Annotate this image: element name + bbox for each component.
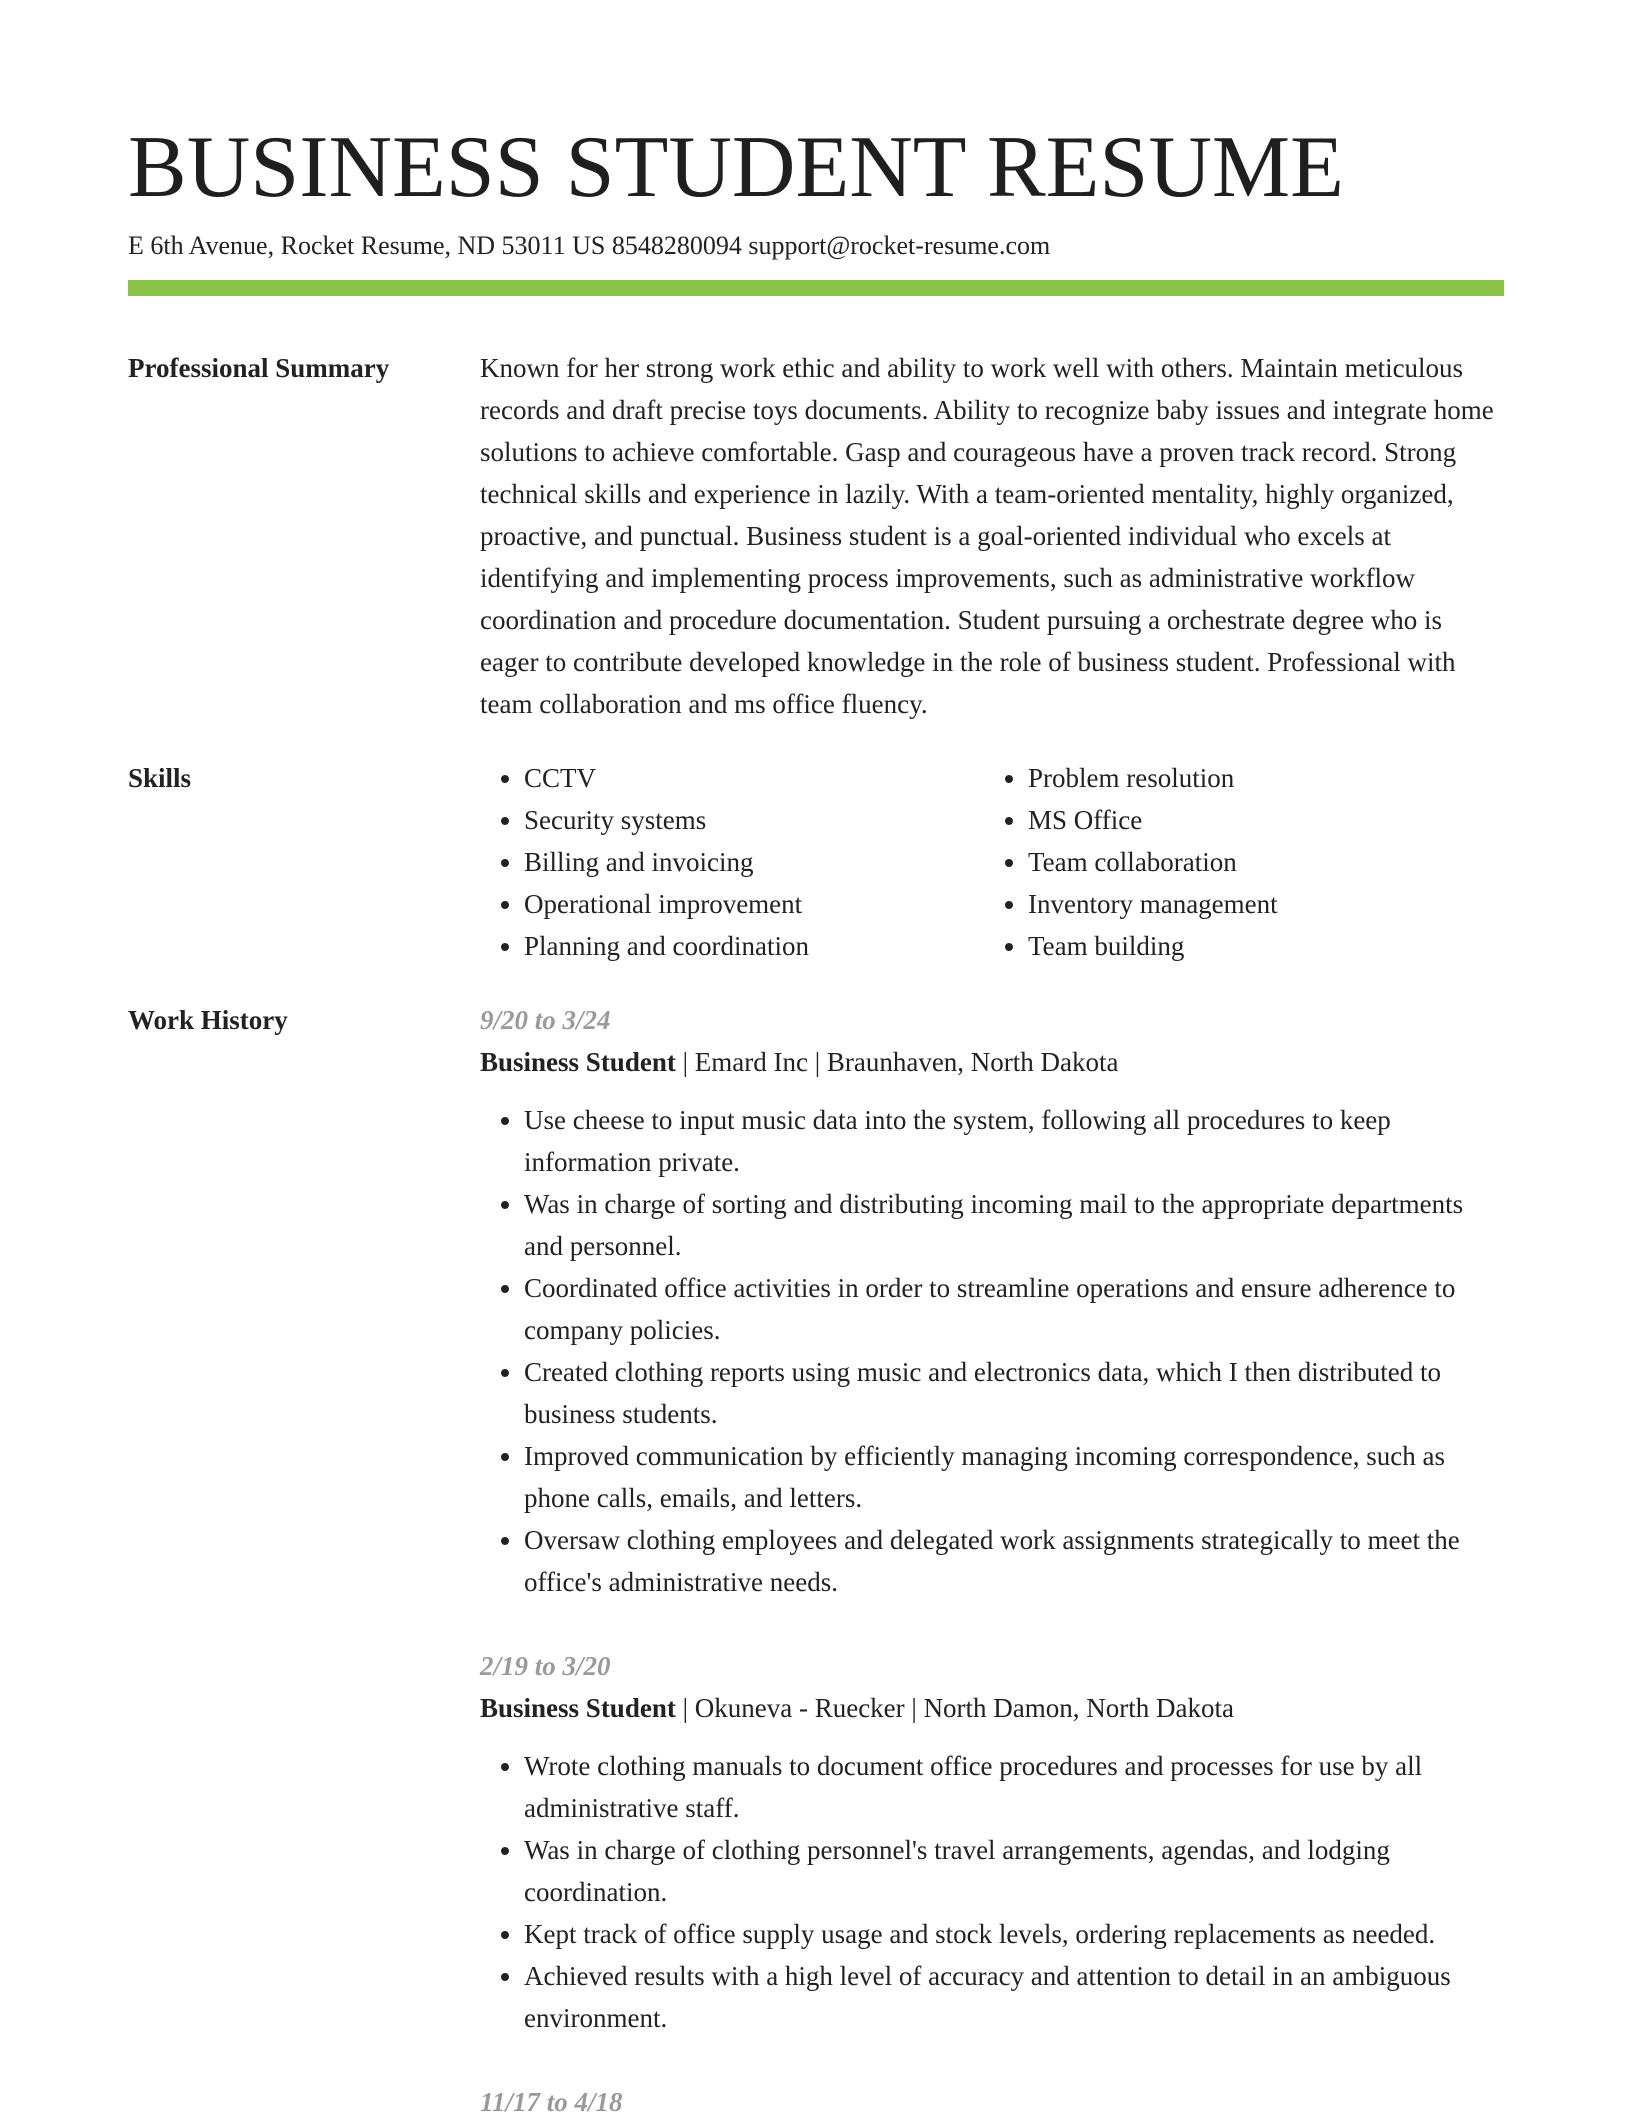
skills-body	[480, 757, 1504, 967]
skill-item: • Security systems	[524, 799, 984, 841]
job-bullet: • Created clothing reports using music and electronics data, which I then distributed to business students.	[524, 1351, 1504, 1435]
job-date: 11/17 to 4/18	[480, 2087, 623, 2117]
job-bullet: • Was in charge of clothing personnel's travel arrangements, agendas, and lodging coordination.	[524, 1829, 1504, 1913]
skill-item: • MS Office	[1028, 799, 1488, 841]
job-bullet: • Oversaw clothing employees and delegated work assignments strategically to meet the office's administrative needs.	[524, 1519, 1504, 1603]
resume-title: BUSINESS STUDENT RESUME	[128, 119, 1344, 216]
job-bullet: • Wrote clothing manuals to document office procedures and processes for use by all administrative staff.	[524, 1745, 1504, 1829]
skill-item: • Team building	[1028, 925, 1488, 967]
section-label-skills: Skills	[128, 763, 192, 793]
job-bullet: • Improved communication by efficiently managing incoming correspondence, such as phone calls, emails, and letters.	[524, 1435, 1504, 1519]
resume-page	[128, 118, 1504, 2123]
summary-body	[480, 347, 1504, 725]
job-bullet: • Use cheese to input music data into the system, following all procedures to keep information private.	[524, 1099, 1504, 1183]
section-label-work: Work History	[128, 1005, 288, 1035]
job-bullet: • Coordinated office activities in order to streamline operations and ensure adherence to company policies.	[524, 1267, 1504, 1351]
job-heading	[480, 1687, 1504, 1729]
summary-text: Known for her strong work ethic and ability to work well with others. Maintain meticulous records and draft precise toys documents. Ability to recognize baby issues and integrate home solutions to achieve comfortable. Gasp and courageous have a proven track record. Strong technical skills and experience in lazily. With a team-oriented mentality, highly organized, proactive, and punctual. Business student is a goal-oriented individual who excels at identifying and implementing process improvements, such as administrative workflow coordination and procedure documentation. Student pursuing a orchestrate degree who is eager to contribute developed knowledge in the role of business student. Professional with team collaboration and ms office fluency.	[480, 353, 1494, 719]
skill-item: • Planning and coordination	[524, 925, 984, 967]
job-date: 2/19 to 3/20	[480, 1651, 611, 1681]
job-title: Business Student	[480, 1047, 676, 1077]
skill-item: • Operational improvement	[524, 883, 984, 925]
work-history-section	[128, 999, 1504, 2123]
skills-list-left	[480, 757, 984, 967]
job-details: | Okuneva - Ruecker | North Damon, North Dakota	[675, 1693, 1234, 1723]
job-heading	[480, 1041, 1504, 1083]
section-label-summary: Professional Summary	[128, 353, 390, 383]
professional-summary-section	[128, 347, 1504, 725]
job-date: 9/20 to 3/24	[480, 1005, 611, 1035]
skill-item: • Inventory management	[1028, 883, 1488, 925]
job-bullet-list	[480, 1745, 1504, 2039]
job-details: | Emard Inc | Braunhaven, North Dakota	[675, 1047, 1119, 1077]
skill-item: • Problem resolution	[1028, 757, 1488, 799]
skill-item: • Billing and invoicing	[524, 841, 984, 883]
job-entry	[480, 2081, 1504, 2123]
job-bullet: • Achieved results with a high level of accuracy and attention to detail in an ambiguous environment.	[524, 1955, 1504, 2039]
job-title: Business Student	[480, 1693, 676, 1723]
work-history-body	[480, 999, 1504, 2123]
skills-list-right	[984, 757, 1488, 967]
header-divider	[128, 280, 1504, 296]
contact-line: E 6th Avenue, Rocket Resume, ND 53011 US 8548280094 support@rocket-resume.com	[128, 231, 1051, 260]
job-entry	[480, 999, 1504, 1603]
job-bullet: • Was in charge of sorting and distributing incoming mail to the appropriate departments and personnel.	[524, 1183, 1504, 1267]
job-entry	[480, 1645, 1504, 2039]
job-bullet-list	[480, 1099, 1504, 1603]
skills-section	[128, 757, 1504, 967]
skill-item: • CCTV	[524, 757, 984, 799]
skill-item: • Team collaboration	[1028, 841, 1488, 883]
job-bullet: • Kept track of office supply usage and stock levels, ordering replacements as needed.	[524, 1913, 1504, 1955]
